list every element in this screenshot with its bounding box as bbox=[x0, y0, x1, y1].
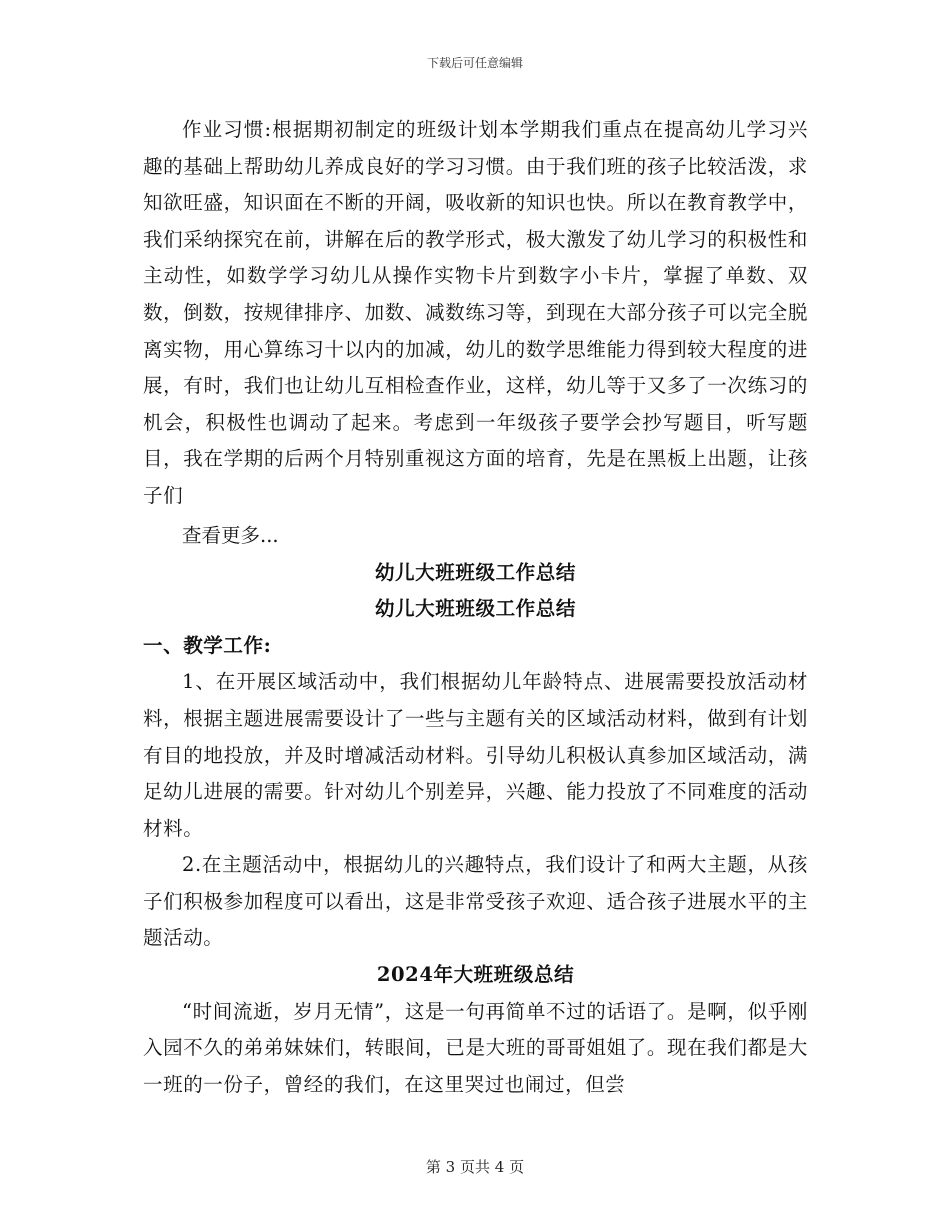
header-note: 下载后可任意编辑 bbox=[426, 56, 523, 70]
page-number: 第 3 页共 4 页 bbox=[425, 1158, 525, 1176]
year-summary-title: 2024年大班班级总结 bbox=[376, 963, 575, 987]
document-body bbox=[143, 112, 808, 1103]
paragraph-time-passes: “时间流逝，岁月无情”，这是一句再简单不过的话语了。是啊，似乎刚入园不久的弟弟妹妹们，转眼间，已是大班的哥哥姐姐了。现在我们都是大一班的一份子，曾经的我们，在这里哭过也闹过，但尝 bbox=[143, 999, 808, 1096]
see-more-link[interactable]: 查看更多... bbox=[182, 523, 279, 547]
teaching-work-heading: 一、教学工作: bbox=[143, 633, 272, 657]
section-title: 幼儿大班班级工作总结 bbox=[374, 560, 576, 584]
paragraph-item-2: 2.在主题活动中，根据幼儿的兴趣特点，我们设计了和两大主题，从孩子们积极参加程度可以看出，这是非常受孩子欢迎、适合孩子进展水平的主题活动。 bbox=[143, 853, 808, 950]
paragraph-homework-habits: 作业习惯:根据期初制定的班级计划本学期我们重点在提高幼儿学习兴趣的基础上帮助幼儿养成良好的学习习惯。由于我们班的孩子比较活泼，求知欲旺盛，知识面在不断的开阔，吸收新的知识也快。所以在教育教学中，我们采纳探究在前，讲解在后的教学形式，极大激发了幼儿学习的积极性和主动性，如数学学习幼儿从操作实物卡片到数字小卡片，掌握了单数、双数，倒数，按规律排序、加数、减数练习等，到现在大部分孩子可以完全脱离实物，用心算练习十以内的加减，幼儿的数学思维能力得到较大程度的进展，有时，我们也让幼儿互相检查作业，这样，幼儿等于又多了一次练习的机会，积极性也调动了起来。考虑到一年级孩子要学会抄写题目，听写题目，我在学期的后两个月特别重视这方面的培育，先是在黑板上出题，让孩子们 bbox=[143, 118, 808, 507]
section-title-repeat: 幼儿大班班级工作总结 bbox=[374, 597, 576, 621]
paragraph-item-1: 1、在开展区域活动中，我们根据幼儿年龄特点、进展需要投放活动材料，根据主题进展需要设计了一些与主题有关的区域活动材料，做到有计划有目的地投放，并及时增减活动材料。引导幼儿积极认真参加区域活动，满足幼儿进展的需要。针对幼儿个别差异，兴趣、能力投放了不同难度的活动材料。 bbox=[143, 670, 808, 840]
